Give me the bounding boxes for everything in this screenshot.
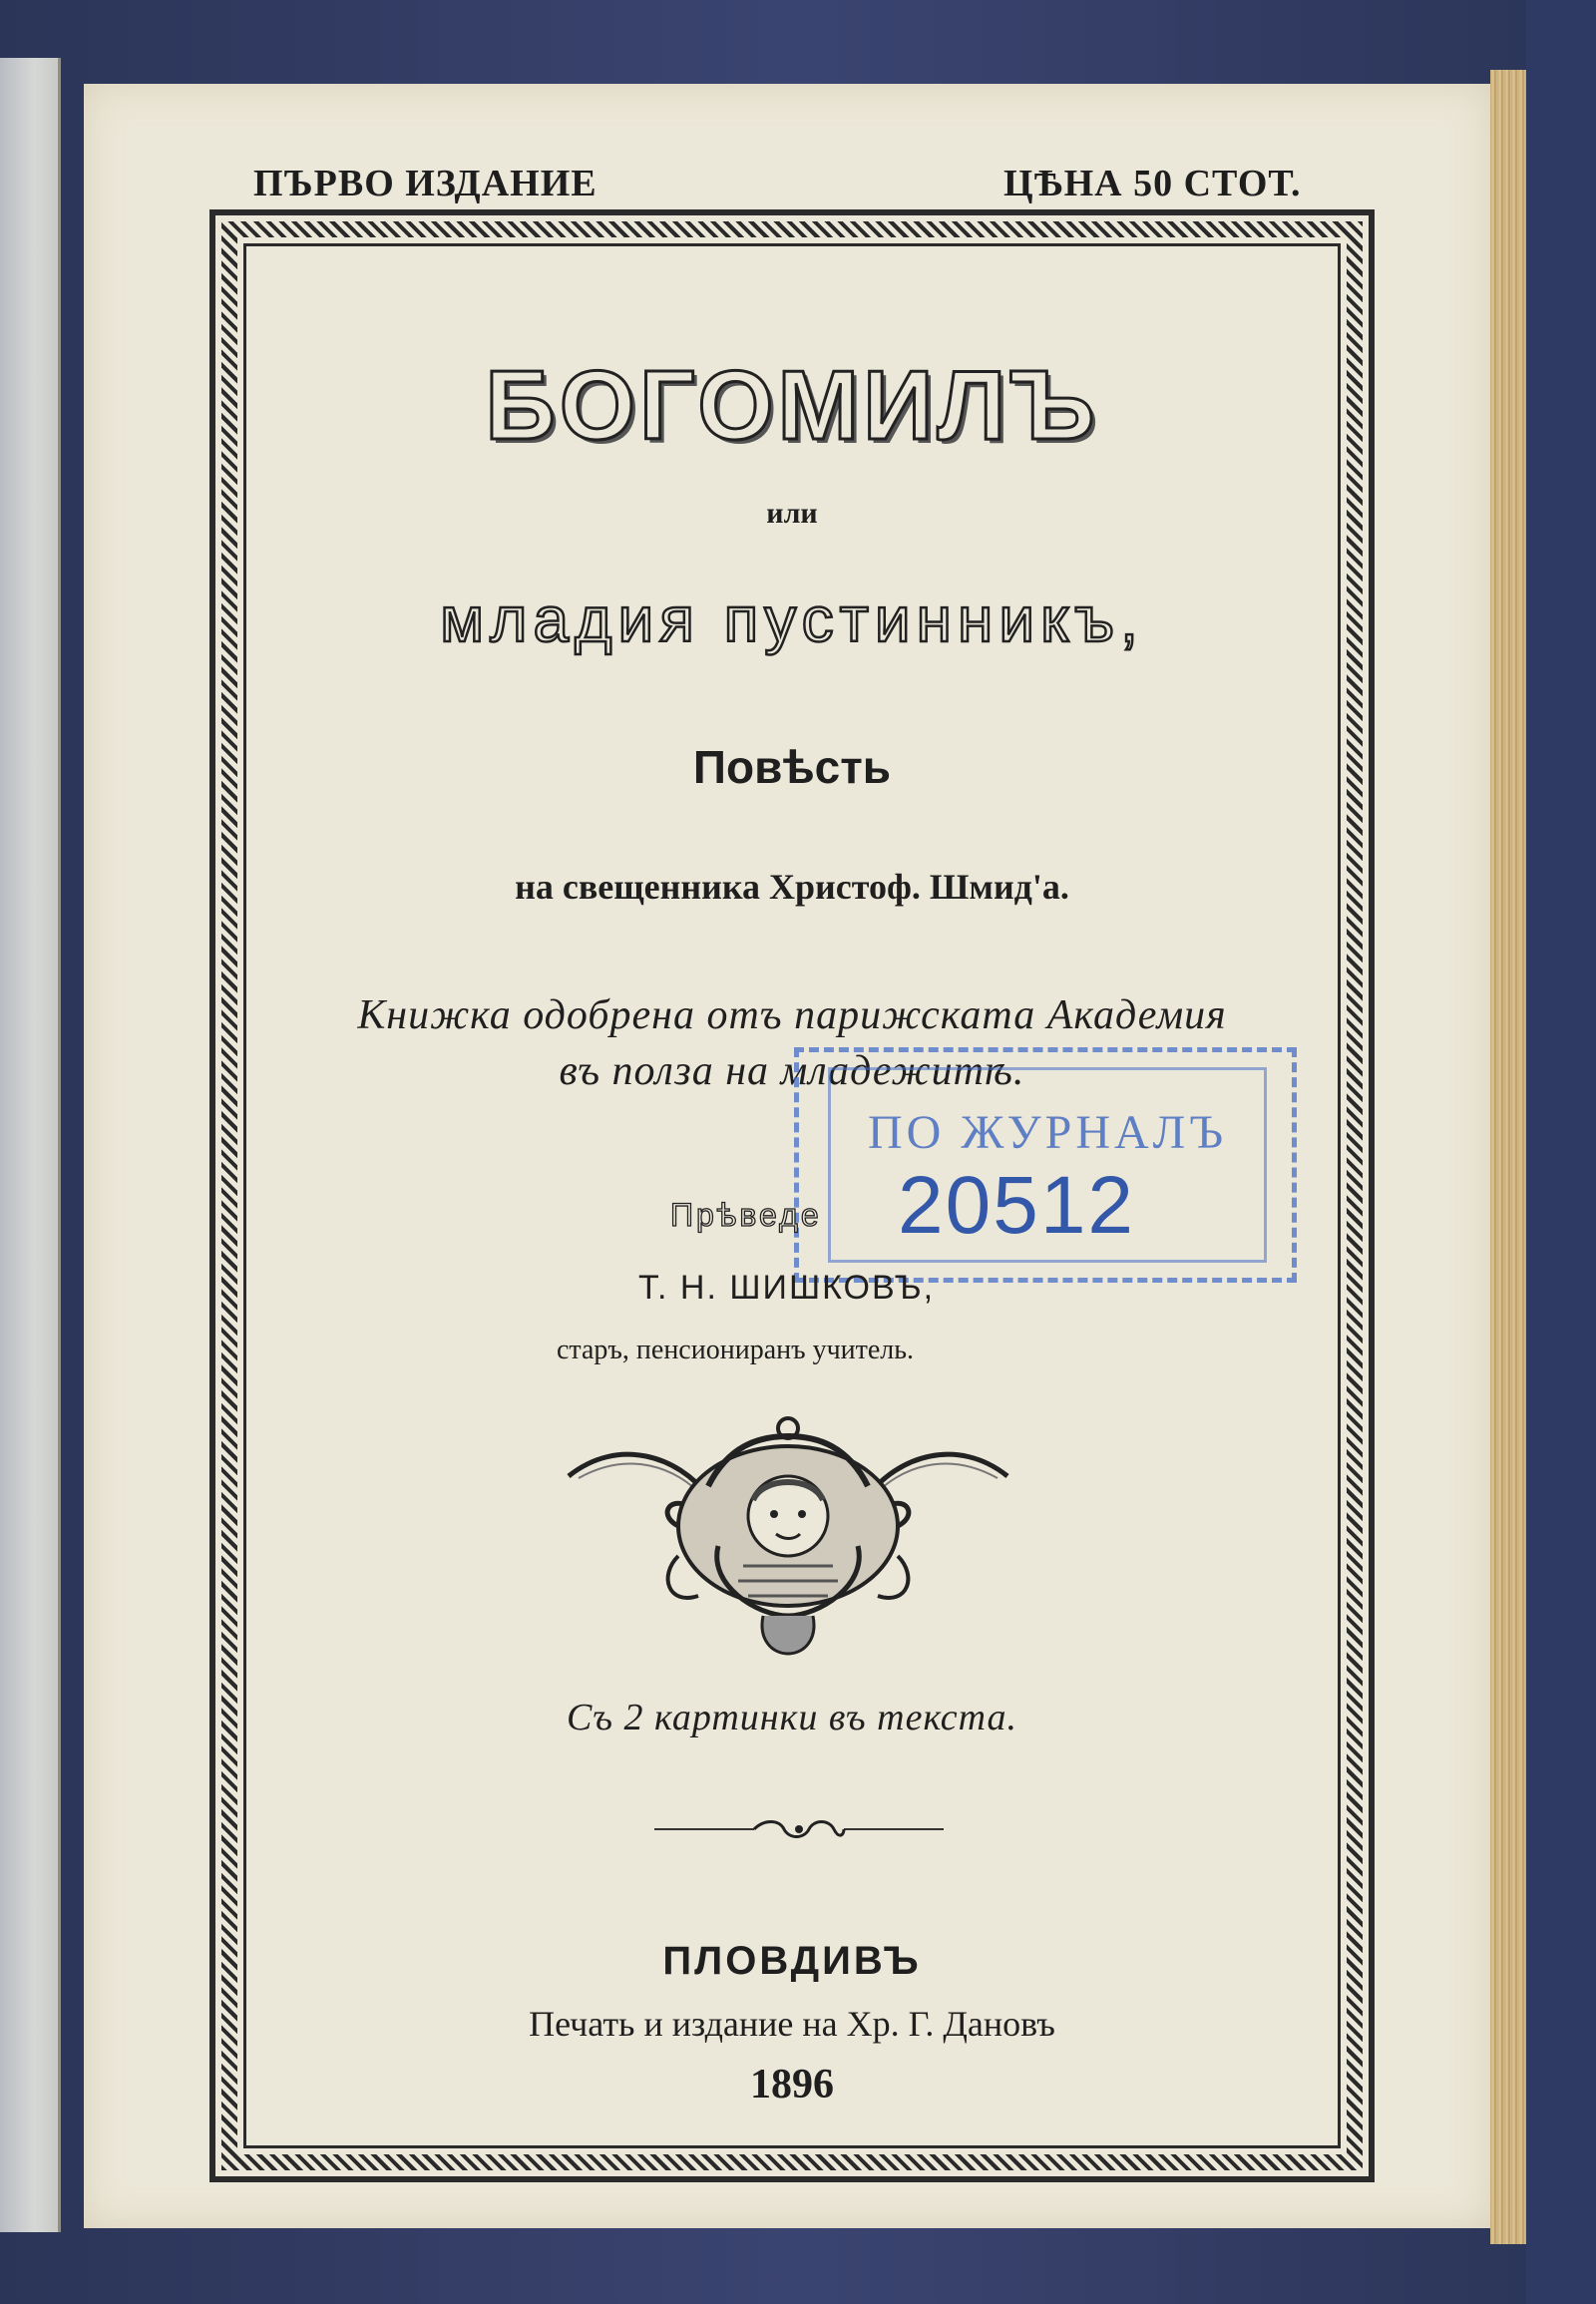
flourish-divider-icon (654, 1817, 944, 1841)
imprint-city: ПЛОВДИВЪ (662, 1939, 922, 1983)
approval-line-2: въ полза на младежитѣ. (559, 1048, 1025, 1094)
title-conjunction: или (766, 497, 818, 530)
book-subtitle: младия пустинникъ, (440, 583, 1144, 655)
book-title: БОГОМИЛЪ (485, 350, 1099, 460)
imprint-year: 1896 (750, 2062, 834, 2108)
stamp-number: 20512 (898, 1160, 1136, 1251)
stamp-label: ПО ЖУРНАЛЪ (868, 1106, 1228, 1159)
cherub-ornament-icon (559, 1416, 1017, 1656)
imprint-publisher: Печать и издание на Хр. Г. Дановъ (529, 2004, 1055, 2044)
translator-name: Т. Н. ШИШКОВЪ, (638, 1269, 936, 1307)
pictures-note: Съ 2 картинки въ текста. (566, 1697, 1018, 1738)
approval-line-1: Книжка одобрена отъ парижската Академия (357, 992, 1227, 1038)
translated-by-label: Прѣведе (670, 1197, 822, 1233)
edition-label: ПЪРВО ИЗДАНИЕ (253, 163, 598, 204)
page-block-edge (1490, 70, 1526, 2244)
price-label: ЦѢНА 50 СТОТ. (1003, 163, 1302, 204)
cover-spine (1526, 0, 1596, 2304)
translator-role: старъ, пенсиониранъ учитель. (557, 1335, 915, 1365)
genre-label: Повѣсть (692, 741, 892, 793)
author-line: на свещенника Христоф. Шмид'а. (515, 867, 1069, 907)
facing-page-edge (0, 58, 61, 2232)
